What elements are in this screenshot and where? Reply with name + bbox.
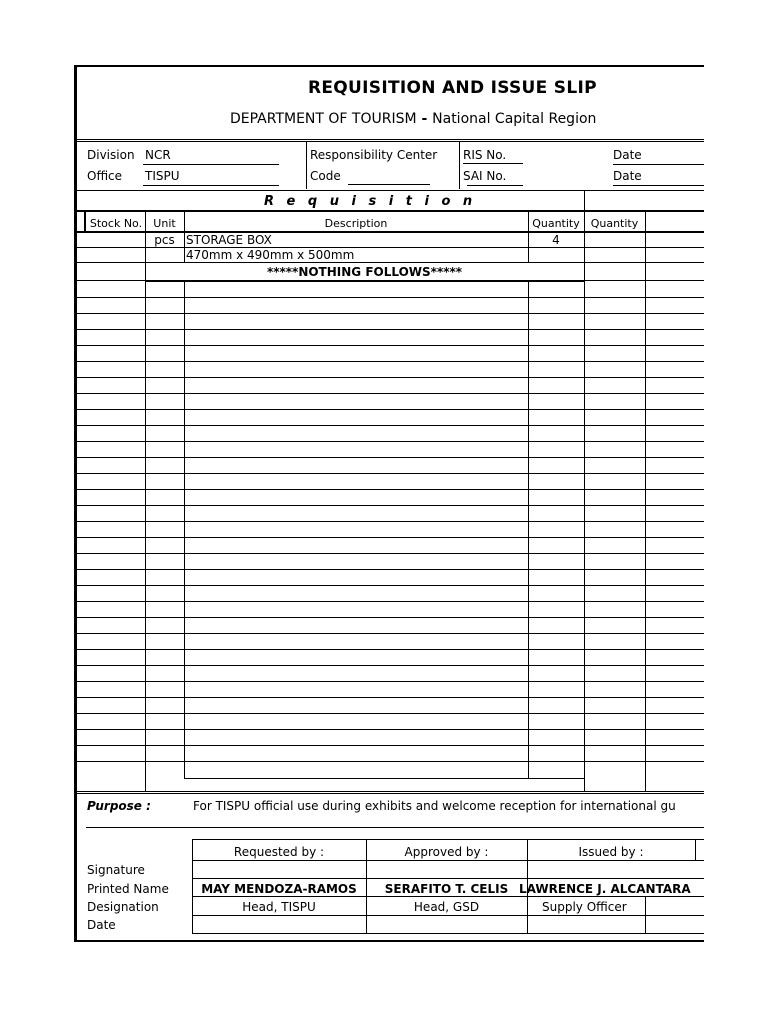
sig-rule-name: [192, 896, 704, 897]
row-rule: [77, 409, 704, 410]
requisition-section-label: R e q u i s i t i o n: [264, 194, 477, 209]
item-1-description: STORAGE BOX: [186, 233, 272, 247]
table-bottom-rule-double: [77, 793, 704, 794]
division-value: NCR: [145, 148, 171, 162]
designation-row-label: Designation: [87, 900, 159, 914]
sig-col-rule-1: [192, 839, 193, 933]
sig-col-rule-3: [527, 839, 528, 933]
code-underline: [348, 184, 430, 185]
office-value: TISPU: [145, 169, 180, 183]
department-line: [230, 112, 596, 126]
header-divider: [77, 139, 704, 140]
row-rule: [77, 313, 704, 314]
sig-col-rule-4: [645, 896, 646, 933]
row-rule: [77, 473, 704, 474]
column-rule-quantity-2: [584, 210, 585, 792]
purpose-label: Purpose :: [87, 799, 151, 813]
row-rule: [77, 601, 704, 602]
nothing-follows-rule: [145, 281, 584, 282]
row-rule: [77, 729, 704, 730]
sig-rule-signature: [192, 878, 704, 879]
approved-by-label: Approved by :: [404, 845, 489, 859]
requisition-section-right: [584, 190, 585, 210]
header-divider-double: [77, 141, 704, 142]
department-name: DEPARTMENT OF TOURISM: [230, 111, 417, 127]
nothing-follows-note: *****NOTHING FOLLOWS*****: [266, 265, 463, 279]
row-rule: [77, 297, 704, 298]
requested-by-label: Requested by :: [233, 845, 325, 859]
printed-name-row-label: Printed Name: [87, 882, 169, 896]
table-top-rule: [77, 190, 704, 191]
form-title: REQUISITION AND ISSUE SLIP: [308, 78, 597, 98]
row-rule: [77, 425, 704, 426]
division-label: Division: [87, 148, 135, 162]
row-rule: [77, 262, 704, 263]
row-rule: [77, 441, 704, 442]
ris-date-label: Date: [613, 148, 642, 162]
item-1-unit: pcs: [154, 233, 175, 247]
code-label: Code: [310, 169, 341, 183]
responsibility-center-label: Responsibility Center: [310, 148, 438, 162]
sig-col-rule-5: [695, 839, 696, 860]
approved-by-designation: Head, GSD: [413, 900, 480, 914]
table-bottom-rule: [77, 791, 704, 792]
date-row-label: Date: [87, 918, 116, 932]
row-rule: [77, 617, 704, 618]
row-rule: [77, 345, 704, 346]
column-rule-quantity-lower: [528, 281, 529, 779]
header-quantity: Quantity: [532, 217, 580, 230]
sig-header-rule: [192, 860, 704, 861]
issued-by-designation: Supply Officer: [542, 900, 627, 914]
row-rule: [77, 505, 704, 506]
last-row-rule: [184, 778, 584, 779]
row-rule: [77, 489, 704, 490]
row-rule: [77, 761, 704, 762]
row-rule: [77, 553, 704, 554]
row-rule: [77, 713, 704, 714]
ris-date-underline: [613, 164, 704, 165]
office-label: Office: [87, 169, 123, 183]
office-underline: [143, 185, 279, 186]
division-underline: [143, 164, 279, 165]
purpose-underline: [86, 827, 704, 828]
row-rule: [77, 585, 704, 586]
purpose-text: For TISPU official use during exhibits and welcome reception for international gu: [193, 799, 676, 813]
ris-no-label: RIS No.: [463, 148, 507, 162]
sai-underline: [467, 185, 523, 186]
column-rule-description-lower: [184, 281, 185, 779]
ris-underline: [463, 163, 523, 164]
row-rule: [77, 665, 704, 666]
header-description: Description: [324, 217, 388, 230]
sig-rule-designation: [192, 915, 704, 916]
row-rule: [77, 329, 704, 330]
issued-by-name: LAWRENCE J. ALCANTARA: [519, 882, 691, 896]
row-rule: [77, 697, 704, 698]
row-rule: [77, 521, 704, 522]
requested-by-name: MAY MENDOZA-RAMOS: [201, 882, 357, 896]
row-rule: [77, 681, 704, 682]
row-rule: [77, 569, 704, 570]
header-unit: Unit: [153, 217, 176, 230]
sai-no-label: SAI No.: [463, 169, 507, 183]
row-rule: [77, 393, 704, 394]
sai-date-underline: [613, 185, 704, 186]
column-rule-description: [184, 210, 185, 262]
header-top-rule-double: [77, 211, 704, 212]
sig-rule-date: [192, 933, 704, 934]
department-separator: -: [416, 111, 433, 127]
info-divider-2: [459, 141, 460, 189]
row-rule: [77, 377, 704, 378]
header-bottom-rule-double: [77, 232, 704, 233]
row-rule: [77, 745, 704, 746]
row-rule: [77, 633, 704, 634]
sig-top-rule: [192, 839, 704, 840]
approved-by-name: SERAFITO T. CELIS: [384, 882, 509, 896]
column-rule-remarks: [645, 210, 646, 792]
item-1-dimensions: 470mm x 490mm x 500mm: [186, 248, 355, 262]
item-1-quantity: 4: [552, 233, 560, 247]
issued-by-label: Issued by :: [578, 845, 644, 859]
info-divider-1: [306, 141, 307, 189]
row-rule: [77, 361, 704, 362]
requested-by-designation: Head, TISPU: [242, 900, 316, 914]
column-rule-quantity: [528, 210, 529, 262]
sig-col-rule-2: [366, 839, 367, 933]
signature-row-label: Signature: [87, 863, 145, 877]
header-quantity-issued: Quantity: [590, 217, 639, 230]
sai-date-label: Date: [613, 169, 642, 183]
header-stock-no: Stock No.: [89, 217, 143, 230]
row-rule: [77, 247, 704, 248]
row-rule: [77, 537, 704, 538]
requisition-slip-form: [74, 65, 704, 942]
row-rule: [77, 649, 704, 650]
row-rule: [77, 457, 704, 458]
stock-left-rule-double: [85, 210, 86, 232]
column-rule-unit: [145, 210, 146, 792]
region-name: National Capital Region: [432, 111, 597, 127]
